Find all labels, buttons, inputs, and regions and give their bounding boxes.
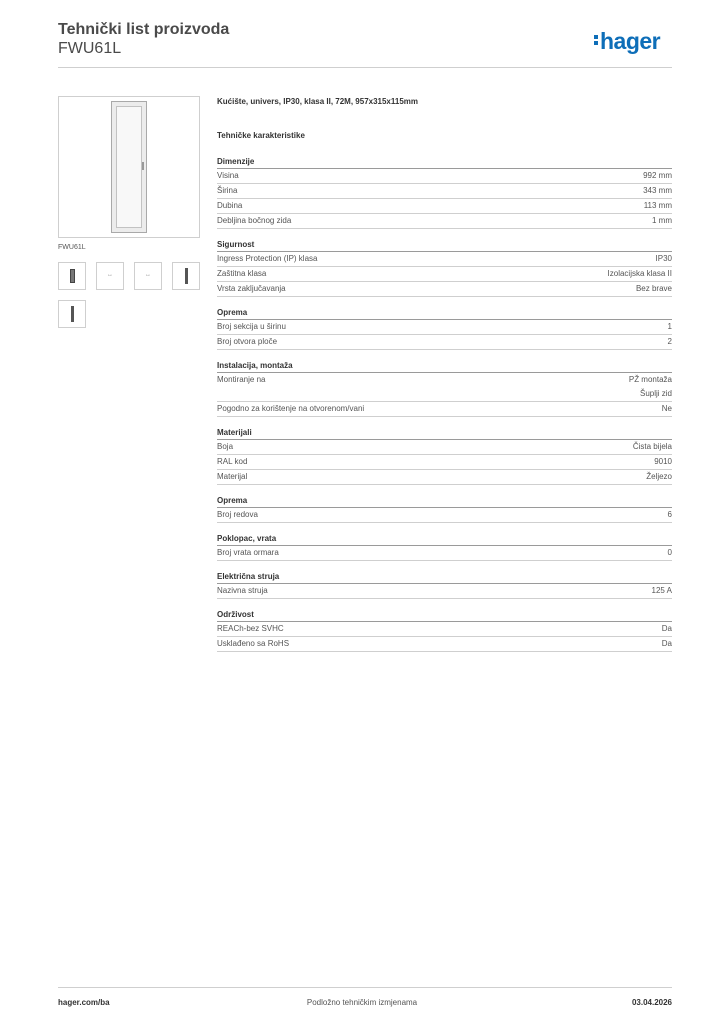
- spec-row: [217, 508, 672, 523]
- spec-value: Bez brave: [635, 284, 672, 293]
- spec-value: 1: [667, 322, 672, 331]
- spec-label: REACh-bez SVHC: [217, 624, 284, 633]
- spec-row: [217, 455, 672, 470]
- spec-label: Boja: [217, 442, 234, 451]
- spec-section: [217, 307, 672, 350]
- section-title: Oprema: [217, 495, 672, 508]
- spec-table: [217, 156, 672, 662]
- spec-label: Vrsta zaključavanja: [217, 284, 286, 293]
- spec-label: Broj otvora ploče: [217, 337, 278, 346]
- spec-label: Broj sekcija u širinu: [217, 322, 286, 331]
- section-title: Instalacija, montaža: [217, 360, 672, 373]
- header-divider: [58, 67, 672, 68]
- spec-label: Visina: [217, 171, 239, 180]
- spec-row: [217, 584, 672, 599]
- spec-label: Broj vrata ormara: [217, 548, 279, 557]
- spec-section: [217, 609, 672, 652]
- spec-value: Da: [661, 639, 672, 648]
- spec-section: [217, 495, 672, 523]
- spec-value: PŽ montaža Šuplji zid: [628, 375, 672, 398]
- logo-dots-icon: [594, 33, 598, 47]
- spec-row: [217, 402, 672, 417]
- logo-text: hager: [600, 28, 661, 54]
- cabinet-icon: [111, 101, 147, 233]
- footer-divider: [58, 987, 672, 988]
- spec-value: Ne: [661, 404, 672, 413]
- section-title: Poklopac, vrata: [217, 533, 672, 546]
- spec-label: Ingress Protection (IP) klasa: [217, 254, 318, 263]
- spec-row: [217, 622, 672, 637]
- thumbnail-profile-view[interactable]: [58, 300, 86, 328]
- spec-section: [217, 156, 672, 229]
- product-image[interactable]: [58, 96, 200, 238]
- spec-label: Dubina: [217, 201, 243, 210]
- spec-value: Da: [661, 624, 672, 633]
- spec-section: [217, 360, 672, 417]
- image-caption: FWU61L: [58, 244, 86, 251]
- spec-label: Debljina bočnog zida: [217, 216, 292, 225]
- page-title: Tehnički list proizvoda: [58, 21, 230, 38]
- side-profile-icon: [185, 268, 188, 284]
- dimension-arrow-icon: ↔: [145, 272, 151, 278]
- spec-label: Montiranje na: [217, 375, 266, 384]
- section-title: Oprema: [217, 307, 672, 320]
- spec-label: Širina: [217, 186, 238, 195]
- thumbnail-side-view[interactable]: [172, 262, 200, 290]
- spec-row: [217, 199, 672, 214]
- spec-value: 125 A: [651, 586, 672, 595]
- spec-row: [217, 546, 672, 561]
- spec-section: [217, 239, 672, 297]
- spec-label: Zaštitna klasa: [217, 269, 267, 278]
- dimension-arrow-icon: ↔: [107, 272, 113, 278]
- spec-row: [217, 184, 672, 199]
- thumbnail-dimension-1[interactable]: [96, 262, 124, 290]
- hager-logo[interactable]: [594, 28, 660, 55]
- spec-value: 9010: [654, 457, 672, 466]
- spec-row: [217, 335, 672, 350]
- section-title: Dimenzije: [217, 156, 672, 169]
- spec-row: [217, 320, 672, 335]
- tech-characteristics-heading: Tehničke karakteristike: [217, 131, 305, 140]
- spec-row: [217, 252, 672, 267]
- spec-value: 2: [667, 337, 672, 346]
- spec-label: Materijal: [217, 472, 248, 481]
- spec-value: Izolacijska klasa II: [607, 269, 672, 278]
- product-code: FWU61L: [58, 40, 122, 57]
- section-title: Električna struja: [217, 571, 672, 584]
- spec-label: Nazivna struja: [217, 586, 268, 595]
- product-description: Kućište, univers, IP30, klasa II, 72M, 957x315x115mm: [217, 97, 419, 106]
- side-profile-icon: [71, 306, 74, 322]
- spec-row: [217, 282, 672, 297]
- spec-label: Usklađeno sa RoHS: [217, 639, 290, 648]
- spec-row: [217, 214, 672, 229]
- footer-date: 03.04.2026: [631, 998, 672, 1007]
- spec-value: 6: [667, 510, 672, 519]
- spec-value: Željezo: [646, 472, 672, 481]
- thumbnail-dimension-2[interactable]: [134, 262, 162, 290]
- section-title: Materijali: [217, 427, 672, 440]
- footer-note: Podložno tehničkim izmjenama: [306, 998, 418, 1007]
- spec-value: IP30: [655, 254, 672, 263]
- spec-row: [217, 440, 672, 455]
- spec-value: 0: [667, 548, 672, 557]
- spec-label: Broj redova: [217, 510, 258, 519]
- spec-section: [217, 427, 672, 485]
- spec-value: 343 mm: [643, 186, 672, 195]
- section-title: Sigurnost: [217, 239, 672, 252]
- thumbnail-front-view[interactable]: [58, 262, 86, 290]
- spec-value: 1 mm: [652, 216, 672, 225]
- spec-row: [217, 373, 672, 402]
- spec-label: Pogodno za korištenje na otvorenom/vani: [217, 404, 365, 413]
- spec-section: [217, 533, 672, 561]
- spec-row: [217, 637, 672, 652]
- spec-value: 992 mm: [643, 171, 672, 180]
- spec-row: [217, 470, 672, 485]
- cabinet-thumb-icon: [70, 269, 75, 283]
- footer-website-link[interactable]: hager.com/ba: [58, 998, 110, 1007]
- spec-section: [217, 571, 672, 599]
- spec-row: [217, 169, 672, 184]
- spec-row: [217, 267, 672, 282]
- spec-value: Čista bijela: [632, 442, 672, 451]
- spec-label: RAL kod: [217, 457, 248, 466]
- section-title: Održivost: [217, 609, 672, 622]
- spec-value: 113 mm: [643, 201, 672, 210]
